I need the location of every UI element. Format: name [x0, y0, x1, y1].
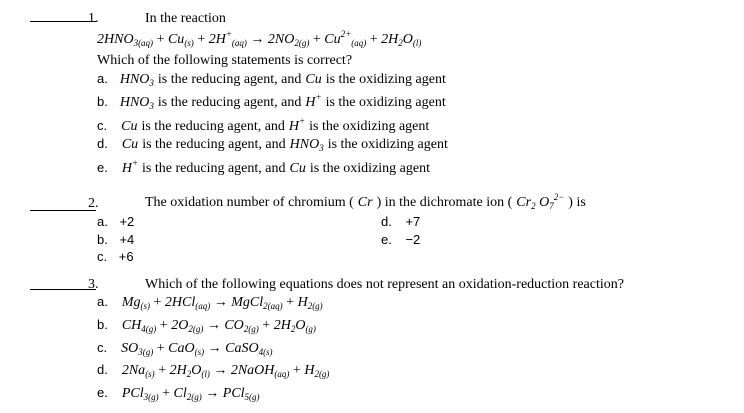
option-letter: c.	[97, 249, 108, 264]
formula-dichromate: $Cr_2$ $O_7^{2-}$	[516, 192, 565, 211]
q2-option-c[interactable]	[97, 249, 134, 264]
formula-h-plus: H+	[288, 116, 306, 134]
q1-option-b[interactable]	[97, 93, 446, 112]
equation: $SO_{3(g)} + CaO_{(s)}$ → CaSO$_{4(s)}$	[121, 341, 273, 357]
option-letter: a.	[97, 214, 108, 229]
q2-text: The oxidation number of chromium (	[145, 195, 354, 210]
formula-hno3: $HNO_3$	[119, 72, 154, 88]
option-letter: e.	[97, 160, 108, 175]
q2-option-d[interactable]	[381, 214, 420, 229]
option-letter: d.	[97, 136, 108, 151]
option-letter: d.	[381, 214, 392, 229]
option-value: −2	[405, 232, 421, 247]
formula-hno3: $HNO_3$	[119, 95, 154, 111]
equation: $CH_{4(g)} + 2O_{2(g)} \to CO_{2(g)} + 2H_2O_{(g)}$	[121, 318, 316, 334]
q3-option-e[interactable]	[97, 384, 260, 403]
option-text: is the oxidizing agent	[327, 137, 448, 152]
option-text: is the reducing agent, and	[142, 137, 286, 152]
question-number-2: 2.	[88, 196, 99, 211]
q1-option-e[interactable]	[97, 159, 430, 178]
formula-cu: Cu	[121, 119, 138, 134]
answer-blank-2[interactable]	[30, 196, 96, 211]
formula-cu: Cu	[289, 161, 306, 176]
option-text: is the oxidizing agent	[309, 119, 430, 134]
equation: $2Na_{(s)} + 2H_2O_{(l)}$ → 2NaOH$_{(aq)}$ + $H_{2(g)}$	[121, 363, 330, 379]
q3-option-a[interactable]	[97, 293, 323, 312]
option-value: +7	[405, 214, 421, 229]
option-text: is the reducing agent, and	[141, 119, 285, 134]
q1-option-a[interactable]	[97, 70, 446, 89]
q1-intro: In the reaction	[145, 11, 226, 26]
option-value: +2	[119, 214, 135, 229]
option-letter: d.	[97, 362, 108, 377]
q3-option-b[interactable]	[97, 316, 316, 335]
question-number-3: 3.	[88, 277, 99, 292]
q3-option-c[interactable]	[97, 339, 273, 358]
q1-question: Which of the following statements is correct?	[97, 53, 353, 68]
q2-question	[145, 193, 586, 212]
formula-h-plus: H+	[305, 92, 322, 110]
q2-option-b[interactable]	[97, 232, 134, 247]
option-text: is the oxidizing agent	[309, 161, 430, 176]
option-text: is the oxidizing agent	[325, 72, 446, 87]
q2-option-e[interactable]	[381, 232, 420, 247]
option-value: +4	[119, 232, 135, 247]
answer-blank-3[interactable]	[30, 275, 96, 290]
option-letter: b.	[97, 232, 108, 247]
option-letter: c.	[97, 118, 108, 133]
option-letter: a.	[97, 71, 108, 86]
option-letter: b.	[97, 94, 108, 109]
q3-option-d[interactable]	[97, 361, 329, 380]
q2-text: ) in the dichromate ion (	[376, 195, 513, 210]
option-letter: e.	[381, 232, 392, 247]
option-letter: a.	[97, 294, 108, 309]
question-number-1: 1.	[88, 11, 99, 26]
option-text: is the oxidizing agent	[325, 95, 446, 110]
q1-reaction-equation: $2HNO_{3(aq)} + Cu_{(s)} + 2H^+_{(aq)} \to 2NO_{2(g)} + Cu^{2+}_{(aq)} + 2H_2O_{(l)}$	[97, 29, 422, 48]
option-letter: e.	[97, 385, 108, 400]
formula-cr: Cr	[357, 195, 373, 210]
option-letter: c.	[97, 340, 108, 355]
equation: $PCl_{3(g)} + Cl_{2(g)} \to PCl_{5(g)}$	[121, 386, 260, 402]
q2-option-a[interactable]	[97, 214, 134, 229]
option-value: +6	[118, 249, 134, 264]
formula-h-plus: H+	[121, 158, 139, 176]
q2-text: ) is	[568, 195, 586, 210]
equation: $Mg_{(s)} + 2HCl_{(aq)}$ → MgCl$_{2(aq)}$ + $H_{2(g)}$	[121, 295, 323, 311]
option-text: is the reducing agent, and	[157, 72, 302, 87]
option-text: is the reducing agent, and	[157, 95, 302, 110]
formula-cu: Cu	[305, 72, 322, 87]
q1-option-c[interactable]	[97, 117, 429, 136]
formula-cu: Cu	[121, 137, 139, 152]
q3-question: Which of the following equations does not represent an oxidation-reduction reaction?	[145, 277, 624, 292]
option-text: is the reducing agent, and	[142, 161, 286, 176]
answer-blank-1[interactable]	[30, 7, 96, 22]
option-letter: b.	[97, 317, 108, 332]
q1-option-d[interactable]	[97, 135, 448, 154]
formula-hno3: $HNO_3$	[289, 137, 324, 153]
